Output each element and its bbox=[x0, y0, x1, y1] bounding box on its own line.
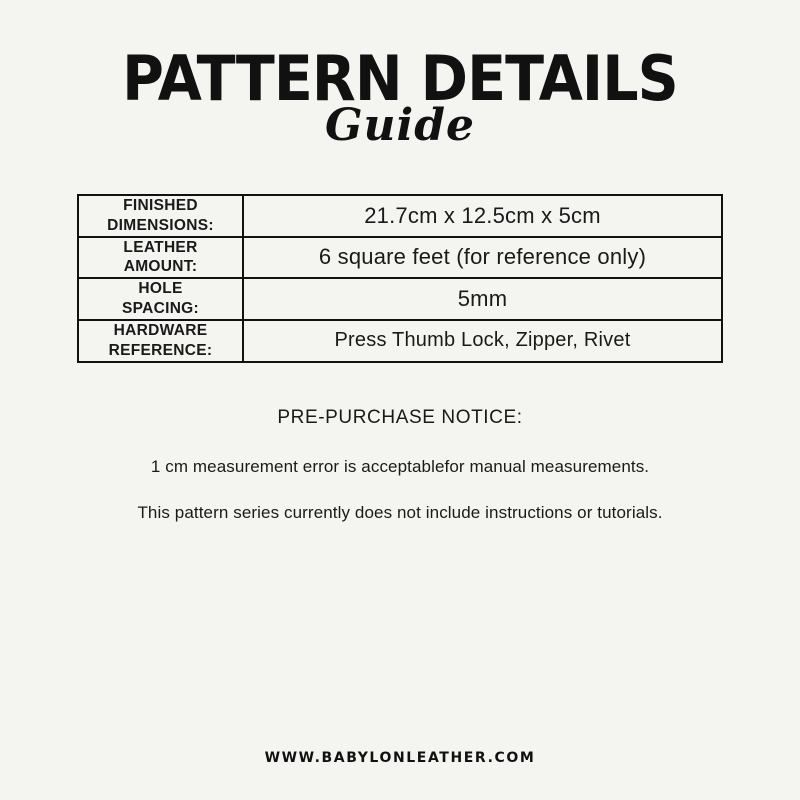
row-value: 5mm bbox=[457, 286, 508, 312]
notice-heading: PRE-PURCHASE NOTICE: bbox=[277, 406, 523, 428]
row-label: HARDWARE REFERENCE: bbox=[78, 320, 243, 362]
row-value: 6 square feet (for reference only) bbox=[318, 244, 647, 270]
page-title: PATTERN DETAILS bbox=[122, 42, 678, 115]
details-table-wrapper bbox=[77, 194, 723, 363]
table-row bbox=[78, 237, 722, 279]
table-row bbox=[78, 195, 722, 237]
notice-line-2: This pattern series currently does not include instructions or tutorials. bbox=[137, 502, 663, 522]
footer-website: WWW.BABYLONLEATHER.COM bbox=[264, 750, 536, 766]
row-label: HOLE SPACING: bbox=[78, 278, 243, 320]
row-label: FINISHED DIMENSIONS: bbox=[78, 195, 243, 237]
row-value: Press Thumb Lock, Zipper, Rivet bbox=[334, 329, 631, 352]
details-table bbox=[77, 194, 723, 363]
row-value: 21.7cm x 12.5cm x 5cm bbox=[364, 202, 601, 228]
row-label: LEATHER AMOUNT: bbox=[78, 237, 243, 279]
table-row bbox=[78, 278, 722, 320]
page-header bbox=[0, 0, 800, 151]
page-subtitle: Guide bbox=[324, 100, 476, 151]
pre-purchase-notice bbox=[0, 407, 800, 523]
notice-line-1: 1 cm measurement error is acceptablefor manual measurements. bbox=[150, 456, 650, 476]
table-row bbox=[78, 320, 722, 362]
